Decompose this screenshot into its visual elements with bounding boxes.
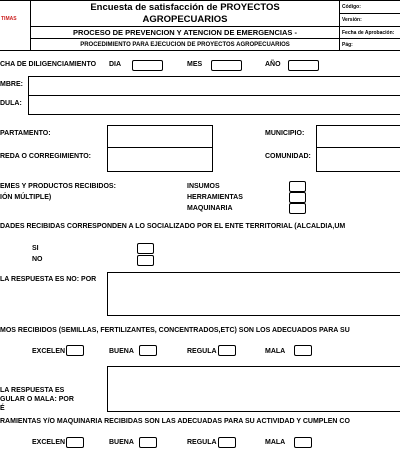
maquinaria-label: MAQUINARIA <box>187 205 233 212</box>
regular-checkbox[interactable] <box>218 345 236 356</box>
form-header <box>0 0 400 52</box>
excelente-label: EXCELEN <box>32 348 66 355</box>
buena-label-2: BUENA <box>109 439 134 446</box>
insumos-label: INSUMOS <box>187 183 220 190</box>
page-label: Pág: <box>342 42 353 48</box>
mes-label: MES <box>187 61 203 68</box>
anio-label: AÑO <box>265 61 281 68</box>
anio-input[interactable] <box>288 60 319 71</box>
cedula-input[interactable] <box>28 95 400 115</box>
approval-date-label: Fecha de Aprobación: <box>342 30 395 36</box>
insumos-checkbox[interactable] <box>289 181 306 192</box>
codigo-label: Código: <box>342 4 361 10</box>
logo-cell <box>0 0 31 51</box>
why-regular-label-line1: LA RESPUESTA ES <box>0 387 65 394</box>
buena-checkbox[interactable] <box>139 345 157 356</box>
departamento-input[interactable] <box>107 125 213 148</box>
why-no-label: LA RESPUESTA ES NO: POR <box>0 276 97 283</box>
mala-label: MALA <box>265 348 286 355</box>
dia-label: DIA <box>109 61 122 68</box>
why-regular-label-line2: GULAR O MALA: POR <box>0 396 74 403</box>
excelente-checkbox[interactable] <box>66 345 84 356</box>
regular-label-2: REGULA <box>187 439 217 446</box>
procedure-title: PROCEDIMIENTO PARA EJECUCION DE PROYECTOS AGROPECUARIOS <box>80 42 290 48</box>
logo-text: TIMAS <box>1 16 17 22</box>
buena-checkbox-2[interactable] <box>139 437 157 448</box>
vereda-input[interactable] <box>107 147 213 172</box>
vereda-label: REDA O CORREGIMIENTO: <box>0 153 92 160</box>
version-label: Versión: <box>342 17 362 23</box>
buena-label: BUENA <box>109 348 134 355</box>
excelente-checkbox-2[interactable] <box>66 437 84 448</box>
why-regular-label-line3: É <box>0 405 5 412</box>
mala-label-2: MALA <box>265 439 286 446</box>
dia-input[interactable] <box>132 60 163 71</box>
maquinaria-checkbox[interactable] <box>289 203 306 214</box>
herramientas-label: HERRAMIENTAS <box>187 194 243 201</box>
question-1: DADES RECIBIDAS CORRESPONDEN A LO SOCIALIZADO POR EL ENTE TERRITORIAL (ALCALDIA,UM <box>0 223 346 230</box>
regular-checkbox-2[interactable] <box>218 437 236 448</box>
comunidad-label: COMUNIDAD: <box>265 153 311 160</box>
form-title-line2: AGROPECUARIOS <box>142 14 228 25</box>
page-cell <box>339 38 400 51</box>
mes-input[interactable] <box>211 60 242 71</box>
why-no-input[interactable] <box>107 272 400 316</box>
no-checkbox[interactable] <box>137 255 154 266</box>
form-title-line1: Encuesta de satisfacción de PROYECTOS <box>90 2 280 13</box>
title-cell <box>30 0 340 27</box>
version-cell <box>339 13 400 27</box>
mala-checkbox-2[interactable] <box>294 437 312 448</box>
mala-checkbox[interactable] <box>294 345 312 356</box>
cedula-label: DULA: <box>0 100 22 107</box>
departamento-label: PARTAMENTO: <box>0 130 51 137</box>
regular-label: REGULA <box>187 348 217 355</box>
nombre-input[interactable] <box>28 76 400 96</box>
municipio-label: MUNICIPIO: <box>265 130 305 137</box>
question-2: MOS RECIBIDOS (SEMILLAS, FERTILIZANTES, CONCENTRADOS,ETC) SON LOS ADECUADOS PARA SU <box>0 327 350 334</box>
items-label-line1: EMES Y PRODUCTOS RECIBIDOS: <box>0 183 116 190</box>
comunidad-input[interactable] <box>316 147 400 172</box>
excelente-label-2: EXCELEN <box>32 439 66 446</box>
municipio-input[interactable] <box>316 125 400 148</box>
fecha-label: CHA DE DILIGENCIAMIENTO <box>0 61 97 68</box>
nombre-label: MBRE: <box>0 81 23 88</box>
codigo-cell <box>339 0 400 14</box>
herramientas-checkbox[interactable] <box>289 192 306 203</box>
question-3: RAMIENTAS Y/O MAQUINARIA RECIBIDAS SON LAS ADECUADAS PARA SU ACTIVIDAD Y CUMPLEN CO <box>0 418 350 425</box>
process-title: PROCESO DE PREVENCION Y ATENCION DE EMERGENCIAS - <box>73 28 297 37</box>
why-regular-input[interactable] <box>107 366 400 412</box>
si-checkbox[interactable] <box>137 243 154 254</box>
si-label: SI <box>32 245 39 252</box>
no-label: NO <box>32 256 43 263</box>
procedure-cell <box>30 38 340 51</box>
items-label-line2: IÓN MÚLTIPLE) <box>0 194 52 201</box>
